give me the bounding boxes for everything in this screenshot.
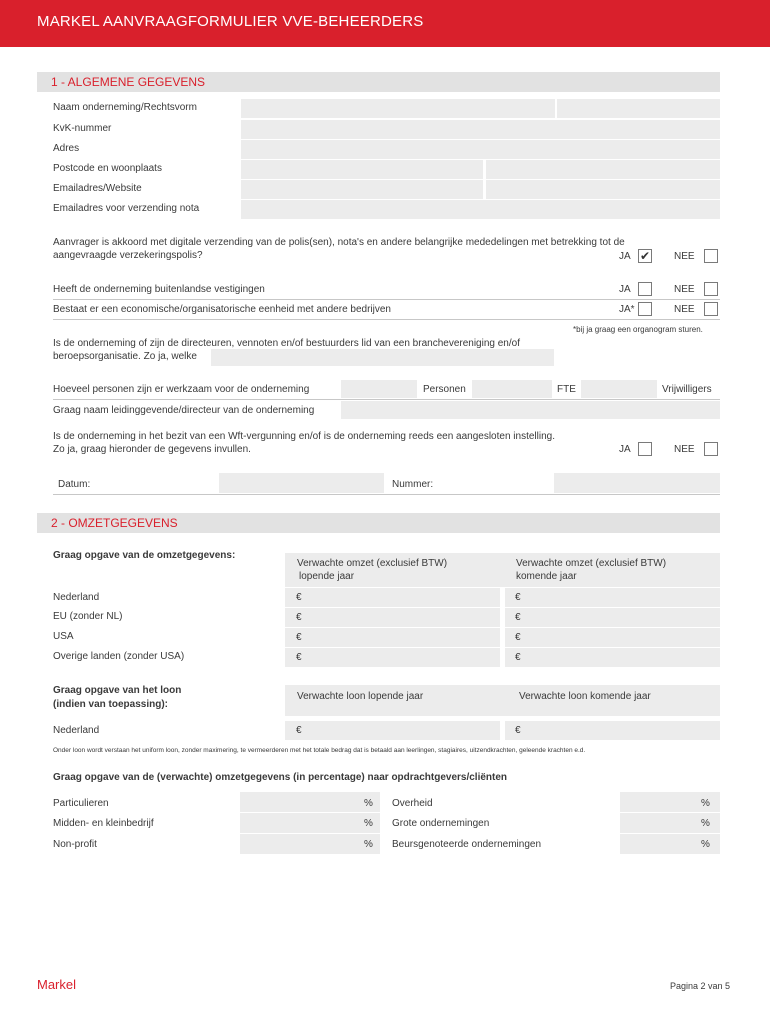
wft-nee-checkbox[interactable] xyxy=(704,442,718,456)
digital-ja-label: JA xyxy=(619,251,631,262)
row-label-usa: USA xyxy=(53,631,74,642)
email-nota-field[interactable] xyxy=(241,201,720,220)
pct-label-nonprofit: Non-profit xyxy=(53,839,97,850)
question-branche-line2: beroepsorganisatie. Zo ja, welke xyxy=(53,351,197,362)
vrijwilligers-field[interactable] xyxy=(581,382,657,400)
question-digital-line1: Aanvrager is akkoord met digitale verzending van de polis(sen), nota's en andere belangrijke mededelingen met betrekking tot de xyxy=(53,237,625,248)
wft-ja-label: JA xyxy=(619,444,631,455)
omzet-heading: Graag opgave van de omzetgegevens: xyxy=(53,550,236,561)
buitenland-nee-label: NEE xyxy=(674,284,695,295)
loon-col-lopend: Verwachte loon lopende jaar xyxy=(297,691,424,702)
label-kvk: KvK-nummer xyxy=(53,123,112,134)
personen-label: Personen xyxy=(423,384,466,395)
question-digital-line2: aangevraagde verzekeringspolis? xyxy=(53,250,203,261)
adres-input[interactable] xyxy=(241,140,720,159)
woonplaats-input[interactable] xyxy=(486,160,720,179)
eenheid-ja-label: JA* xyxy=(619,304,635,315)
euro-sign: € xyxy=(515,652,521,663)
question-wft-line2: Zo ja, graag hieronder de gegevens invullen. xyxy=(53,444,251,455)
pct-label-grote: Grote ondernemingen xyxy=(392,818,490,829)
digital-nee-label: NEE xyxy=(674,251,695,262)
col-komend-line1: Verwachte omzet (exclusief BTW) xyxy=(516,558,667,569)
euro-sign: € xyxy=(515,612,521,623)
pct-nonprofit-input[interactable] xyxy=(240,834,380,854)
vrijwilligers-input[interactable] xyxy=(581,380,657,398)
row-label-nederland: Nederland xyxy=(53,592,100,603)
vrijwilligers-label: Vrijwilligers xyxy=(662,384,712,395)
euro-sign: € xyxy=(296,612,302,623)
omzet-eu-lopend[interactable] xyxy=(285,608,500,627)
section-2-title: 2 - OMZETGEGEVENS xyxy=(37,513,720,533)
label-adres: Adres xyxy=(53,143,80,154)
wft-ja-checkbox[interactable] xyxy=(638,442,652,456)
pct-label-mkb: Midden- en kleinbedrijf xyxy=(53,818,154,829)
col-lopend-line2: lopende jaar xyxy=(299,571,355,582)
buitenland-nee-checkbox[interactable] xyxy=(704,282,718,296)
branche-field[interactable] xyxy=(211,351,554,368)
euro-sign: € xyxy=(515,632,521,643)
question-eenheid: Bestaat er een economische/organisatorische eenheid met andere bedrijven xyxy=(53,304,391,315)
website-field[interactable] xyxy=(486,181,720,200)
pct-particulieren-input[interactable] xyxy=(240,792,380,812)
markel-logo: Markel xyxy=(37,977,77,992)
form-title: MARKEL AANVRAAGFORMULIER VVE-BEHEERDERS xyxy=(37,13,424,30)
loon-nl-lopend[interactable] xyxy=(285,721,500,740)
question-buitenland: Heeft de onderneming buitenlandse vestigingen xyxy=(53,284,265,295)
email-nota-input[interactable] xyxy=(241,200,720,219)
nummer-input[interactable] xyxy=(554,473,720,493)
digital-ja-checkbox[interactable] xyxy=(638,249,652,263)
divider xyxy=(53,494,720,495)
col-lopend-line1: Verwachte omzet (exclusief BTW) xyxy=(297,558,448,569)
omzet-usa-lopend[interactable] xyxy=(285,628,500,647)
omzet-overige-komend[interactable] xyxy=(505,648,720,667)
loon-note: Onder loon wordt verstaan het uniform loon, zonder maximering, te vermeerderen met het totale bedrag dat is betaald aan leerlingen, stagiaires, uitzendkrachten, geleende krachten e.d. xyxy=(53,747,586,754)
check-mark-icon: ✔ xyxy=(639,249,651,263)
nummer-label: Nummer: xyxy=(392,479,434,490)
eenheid-ja-checkbox[interactable] xyxy=(638,302,652,316)
divider xyxy=(53,399,720,400)
pct-label-particulieren: Particulieren xyxy=(53,798,109,809)
loon-nl-komend[interactable] xyxy=(505,721,720,740)
buitenland-ja-checkbox[interactable] xyxy=(638,282,652,296)
pct-label-overheid: Overheid xyxy=(392,798,433,809)
page-number: Pagina 2 van 5 xyxy=(670,981,731,991)
question-leiding: Graag naam leidinggevende/directeur van de onderneming xyxy=(53,405,315,416)
pct-sign: % xyxy=(701,798,710,809)
divider xyxy=(53,319,720,320)
pct-sign: % xyxy=(701,839,710,850)
leiding-field[interactable] xyxy=(341,403,720,421)
naam-field[interactable] xyxy=(241,100,555,119)
label-email-nota: Emailadres voor verzending nota xyxy=(53,203,200,214)
question-branche-line1: Is de onderneming of zijn de directeuren, vennoten en/of bestuurders lid van een branchevereniging en/of xyxy=(53,338,520,349)
col-komend-line2: komende jaar xyxy=(516,571,577,582)
postcode-field[interactable] xyxy=(241,161,483,180)
pct-sign: % xyxy=(364,818,373,829)
loon-row-nederland: Nederland xyxy=(53,725,100,736)
euro-sign: € xyxy=(515,592,521,603)
euro-sign: € xyxy=(296,632,302,643)
pct-sign: % xyxy=(364,839,373,850)
wft-nee-label: NEE xyxy=(674,444,695,455)
loon-heading-line2: (indien van toepassing): xyxy=(53,699,169,710)
euro-sign: € xyxy=(296,725,302,736)
label-email: Emailadres/Website xyxy=(53,183,142,194)
personen-input[interactable] xyxy=(341,380,417,398)
digital-nee-checkbox[interactable] xyxy=(704,249,718,263)
omzet-nl-lopend[interactable] xyxy=(285,588,500,607)
kvk-field[interactable] xyxy=(241,121,720,140)
pct-label-beurs: Beursgenoteerde ondernemingen xyxy=(392,839,541,850)
personen-field[interactable] xyxy=(341,382,417,400)
postcode-input[interactable] xyxy=(241,160,483,179)
pct-sign: % xyxy=(701,818,710,829)
branche-input[interactable] xyxy=(211,349,554,366)
row-label-overige: Overige landen (zonder USA) xyxy=(53,651,185,662)
pct-mkb-input[interactable] xyxy=(240,813,380,833)
email-field[interactable] xyxy=(241,181,483,200)
buitenland-ja-label: JA xyxy=(619,284,631,295)
adres-field[interactable] xyxy=(241,141,720,160)
pct-sign: % xyxy=(364,798,373,809)
nummer-field[interactable] xyxy=(554,474,720,494)
omzet-usa-komend[interactable] xyxy=(505,628,720,647)
kvk-input[interactable] xyxy=(241,120,720,139)
euro-sign: € xyxy=(296,592,302,603)
omzet-overige-lopend[interactable] xyxy=(285,648,500,667)
leiding-input[interactable] xyxy=(341,401,720,419)
question-wft-line1: Is de onderneming in het bezit van een Wft-vergunning en/of is de onderneming reeds een aangesloten instelling. xyxy=(53,431,555,442)
rechtsvorm-input[interactable] xyxy=(557,99,720,118)
row-label-eu: EU (zonder NL) xyxy=(53,611,123,622)
datum-label: Datum: xyxy=(58,479,91,490)
euro-sign: € xyxy=(515,725,521,736)
website-input[interactable] xyxy=(486,180,720,199)
naam-input[interactable] xyxy=(241,99,555,118)
fte-input[interactable] xyxy=(472,380,552,398)
eenheid-nee-checkbox[interactable] xyxy=(704,302,718,316)
pct-heading: Graag opgave van de (verwachte) omzetgegevens (in percentage) naar opdrachtgevers/cliënten xyxy=(53,772,508,783)
email-input[interactable] xyxy=(241,180,483,199)
section-1-title: 1 - ALGEMENE GEGEVENS xyxy=(37,72,720,92)
datum-input[interactable] xyxy=(219,473,384,493)
rechtsvorm-field[interactable] xyxy=(557,100,720,119)
fte-label: FTE xyxy=(557,384,576,395)
label-postcode: Postcode en woonplaats xyxy=(53,163,162,174)
euro-sign: € xyxy=(296,652,302,663)
divider xyxy=(53,299,720,300)
label-naam: Naam onderneming/Rechtsvorm xyxy=(53,102,197,113)
organogram-note: *bij ja graag een organogram sturen. xyxy=(573,325,703,334)
fte-field[interactable] xyxy=(472,382,552,400)
eenheid-nee-label: NEE xyxy=(674,304,695,315)
loon-col-komend: Verwachte loon komende jaar xyxy=(519,691,651,702)
question-personen: Hoeveel personen zijn er werkzaam voor de onderneming xyxy=(53,384,310,395)
loon-heading-line1: Graag opgave van het loon xyxy=(53,685,182,696)
omzet-nl-komend[interactable] xyxy=(505,588,720,607)
omzet-eu-komend[interactable] xyxy=(505,608,720,627)
datum-field[interactable] xyxy=(219,474,384,494)
woonplaats-field[interactable] xyxy=(486,161,720,180)
